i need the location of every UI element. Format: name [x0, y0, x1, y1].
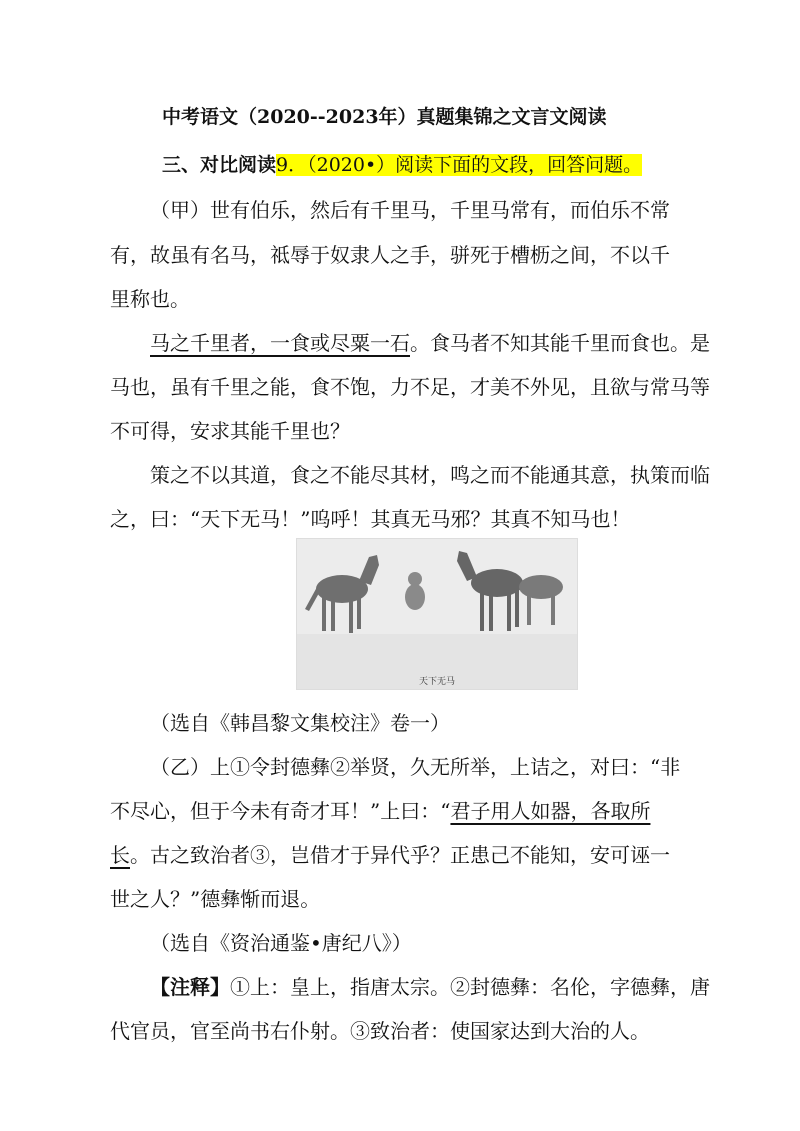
underlined-sentence: 长 [110, 843, 130, 867]
passage-jia-line: 里称也。 [110, 287, 190, 311]
passage-jia-line: （甲）世有伯乐，然后有千里马，千里马常有，而伯乐不常 [150, 198, 670, 222]
passage-text: 。古之致治者③，岂借才于异代乎？正患己不能知，安可诬一 [130, 843, 670, 867]
underlined-sentence: 马之千里者，一食或尽粟一石 [150, 331, 410, 355]
notes-line [150, 972, 740, 1002]
section-label: 三、对比阅读 [162, 154, 277, 176]
passage-text: 。食马者不知其能千里而食也。是 [410, 331, 710, 355]
passage-jia-line: 马也，虽有千里之能，食不饱，力不足，才美不外见，且欲与常马等 [110, 375, 710, 399]
notes-line: 代官员，官至尚书右仆射。③致治者：使国家达到大治的人。 [110, 1019, 650, 1043]
document-title: 中考语文（2020--2023年）真题集锦之文言文阅读 [162, 106, 607, 128]
passage-text: 不尽心，但于今未有奇才耳！”上曰：“ [110, 799, 451, 823]
passage-jia-line: 之，曰：“天下无马！”呜呼！其真无马邪？其真不知马也！ [110, 507, 631, 531]
passage-jia-line: 有，故虽有名马，祗辱于奴隶人之手，骈死于槽枥之间，不以千 [110, 243, 670, 267]
passage-yi-line [110, 796, 700, 826]
passage-yi-line [110, 840, 700, 870]
passage-jia-line [150, 328, 740, 358]
horses-drawing [297, 539, 577, 689]
source-yi: （选自《资治通鉴•唐纪八》） [150, 931, 412, 955]
section-heading [162, 150, 762, 180]
source-jia: （选自《韩昌黎文集校注》卷一） [150, 711, 450, 735]
question-highlight: 9．（2020•）阅读下面的文段，回答问题。 [276, 154, 643, 176]
passage-yi-line: 世之人？”德彝惭而退。 [110, 887, 321, 911]
notes-text: ①上：皇上，指唐太宗。②封德彝：名伦，字德彝，唐 [230, 975, 710, 999]
horses-illustration [296, 538, 578, 690]
notes-label: 【注释】 [150, 975, 230, 999]
image-caption: 天下无马 [418, 677, 455, 687]
underlined-sentence: 君子用人如器，各取所 [450, 799, 651, 823]
passage-yi-line: （乙）上①令封德彝②举贤，久无所举，上诘之，对曰：“非 [150, 755, 681, 779]
passage-jia-line: 策之不以其道，食之不能尽其材，鸣之而不能通其意，执策而临 [150, 463, 710, 487]
passage-jia-line: 不可得，安求其能千里也？ [110, 419, 350, 443]
